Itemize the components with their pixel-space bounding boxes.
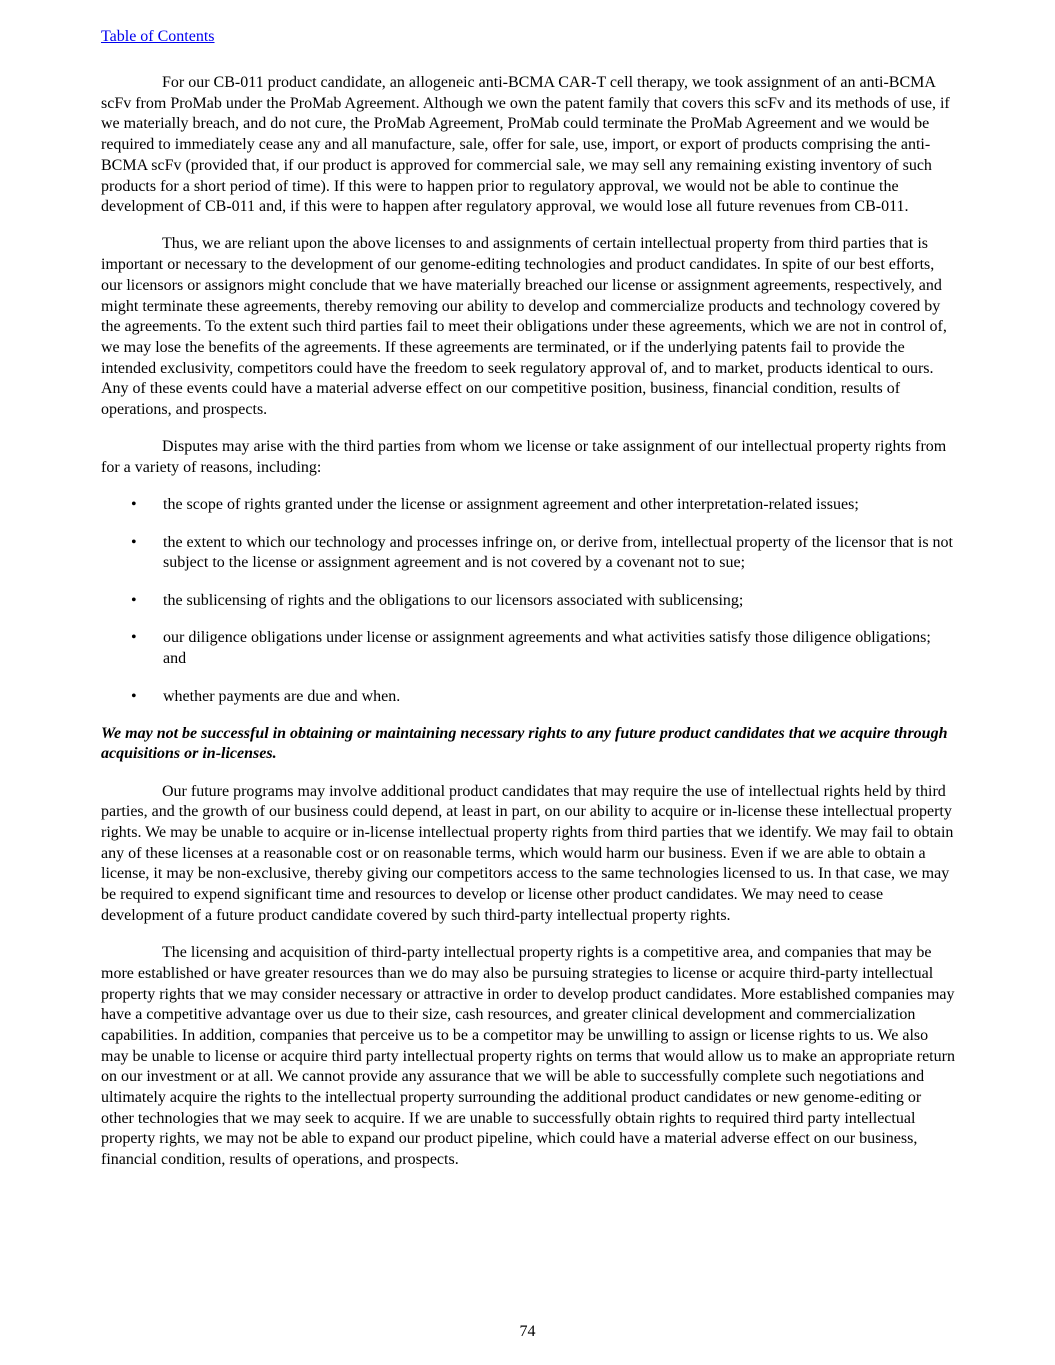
list-item — [101, 628, 955, 669]
bullet-icon: • — [131, 629, 137, 647]
list-item — [101, 495, 955, 516]
list-item-text: the sublicensing of rights and the obligations to our licensors associated with sublicensing; — [163, 591, 744, 609]
table-of-contents-link[interactable]: Table of Contents — [101, 28, 215, 45]
document-body — [101, 73, 955, 1187]
paragraph-licensing-competition: The licensing and acquisition of third-party intellectual property rights is a competitive area, and companies that may be more established or have greater resources than we do may also be pursuing strategies to license or acquire third-party intellectual property rights that we may consider necessary or attractive in order to develop product candidates. More established companies may have a competitive advantage over us due to their size, cash resources, and greater clinical development and commercialization capabilities. In addition, companies that perceive us to be a competitor may be unwilling to assign or license rights to us. We also may be unable to license or acquire third party intellectual property rights on terms that would allow us to make an appropriate return on our investment or at all. We cannot provide any assurance that we will be able to successfully complete such negotiations and ultimately acquire the rights to the intellectual property surrounding the additional product candidates or new genome-editing or other technologies that we may seek to acquire. If we are unable to successfully obtain rights to required third party intellectual property rights, we may not be able to expand our product pipeline, which could have a material adverse effect on our business, financial condition, results of operations, and prospects. — [101, 944, 955, 1169]
page-number: 74 — [519, 1323, 536, 1340]
list-item-text: our diligence obligations under license or assignment agreements and what activities satisfy those diligence obligations; and — [163, 629, 931, 668]
list-item — [101, 533, 955, 574]
bullet-icon: • — [131, 496, 137, 514]
bullet-icon: • — [131, 533, 137, 551]
paragraph-cb011-assignment: For our CB-011 product candidate, an allogeneic anti-BCMA CAR-T cell therapy, we took assignment of an anti-BCMA scFv from ProMab under the ProMab Agreement. Although we own the patent family that covers this scFv and its methods of use, if we materially breach, and do not cure, the ProMab Agreement, ProMab could terminate the ProMab Agreement and we would be required to immediately cease any and all manufacture, sale, offer for sale, use, import, or export of products comprising the anti-BCMA scFv (provided that, if our product is approved for commercial sale, we may sell any remaining existing inventory of such products for a short period of time). If this were to happen prior to regulatory approval, we would not be able to continue the development of CB-011 and, if this were to happen after regulatory approval, we would lose all future revenues from CB-011. — [101, 74, 950, 216]
risk-factor-heading: We may not be successful in obtaining or maintaining necessary rights to any future product candidates that we acquire through acquisitions or in-licenses. — [101, 724, 948, 763]
bullet-icon: • — [131, 591, 137, 609]
paragraph-future-programs: Our future programs may involve additional product candidates that may require the use of intellectual rights held by third parties, and the growth of our business could depend, at least in part, on our ability to acquire or in-license these intellectual property rights. We may be unable to acquire or in-license intellectual property rights from third parties that we identify. We may fail to obtain any of these licenses at a reasonable cost or on reasonable terms, which would harm our business. Even if we are able to obtain a license, it may be non-exclusive, thereby giving our competitors access to the same technologies licensed to us. In that case, we may be required to expend significant time and resources to develop or license other product candidates. We may need to cease development of a future product candidate covered by such third-party intellectual property rights. — [101, 782, 954, 924]
paragraph-reliance-on-licenses: Thus, we are reliant upon the above licenses to and assignments of certain intellectual property from third parties that is important or necessary to the development of our genome-editing technologies and product candidates. In spite of our best efforts, our licensors or assignors might conclude that we have materially breached our license or assignment agreements, respectively, and might terminate these agreements, thereby removing our ability to develop and commercialize products and technology covered by the agreements. To the extent such third parties fail to meet their obligations under these agreements, which we are not in control of, we may lose the benefits of the agreements. If these agreements are terminated, or if the underlying patents fail to provide the intended exclusivity, competitors could have the freedom to seek regulatory approval of, and to market, products identical to ours. Any of these events could have a material adverse effect on our competitive position, business, financial condition, results of operations, and prospects. — [101, 235, 947, 419]
list-item-text: the extent to which our technology and processes infringe on, or derive from, intellectual property of the licensor that is not subject to the license or assignment agreement and is not covered by a covenant not to sue; — [163, 533, 953, 572]
paragraph-disputes-intro: Disputes may arise with the third parties from whom we license or take assignment of our intellectual property rights from for a variety of reasons, including: — [101, 438, 947, 476]
list-item — [101, 687, 955, 708]
disputes-bullet-list — [101, 495, 955, 707]
list-item-text: whether payments are due and when. — [163, 687, 401, 705]
list-item-text: the scope of rights granted under the license or assignment agreement and other interpretation-related issues; — [163, 496, 859, 514]
bullet-icon: • — [131, 687, 137, 705]
list-item — [101, 591, 955, 612]
